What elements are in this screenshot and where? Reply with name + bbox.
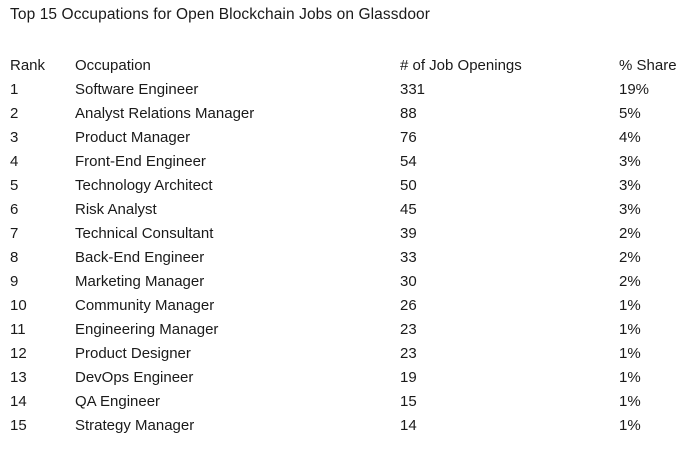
cell-share: 2% xyxy=(619,225,641,242)
cell-share: 1% xyxy=(619,417,641,434)
cell-occupation: Engineering Manager xyxy=(75,321,219,338)
table-row xyxy=(10,224,690,248)
cell-share: 2% xyxy=(619,273,641,290)
header-job-openings: # of Job Openings xyxy=(400,57,522,74)
cell-job-openings: 30 xyxy=(400,273,417,290)
table-row xyxy=(10,248,690,272)
cell-occupation: Risk Analyst xyxy=(75,201,157,218)
table-header-row xyxy=(10,56,690,80)
cell-rank: 14 xyxy=(10,393,27,410)
cell-share: 1% xyxy=(619,345,641,362)
cell-share: 1% xyxy=(619,393,641,410)
table-row xyxy=(10,128,690,152)
occupations-table xyxy=(10,56,690,440)
table-title: Top 15 Occupations for Open Blockchain Jobs on Glassdoor xyxy=(10,6,431,23)
header-occupation: Occupation xyxy=(75,57,151,74)
cell-rank: 3 xyxy=(10,129,19,146)
cell-job-openings: 26 xyxy=(400,297,417,314)
cell-occupation: DevOps Engineer xyxy=(75,369,194,386)
cell-job-openings: 54 xyxy=(400,153,417,170)
cell-rank: 10 xyxy=(10,297,27,314)
table-row xyxy=(10,368,690,392)
cell-occupation: Technology Architect xyxy=(75,177,213,194)
cell-share: 19% xyxy=(619,81,650,98)
cell-rank: 5 xyxy=(10,177,19,194)
cell-job-openings: 331 xyxy=(400,81,426,98)
cell-rank: 2 xyxy=(10,105,19,122)
cell-share: 5% xyxy=(619,105,641,122)
cell-rank: 13 xyxy=(10,369,27,386)
cell-occupation: Back-End Engineer xyxy=(75,249,205,266)
cell-occupation: Marketing Manager xyxy=(75,273,205,290)
cell-share: 3% xyxy=(619,201,641,218)
table-row xyxy=(10,272,690,296)
table-row xyxy=(10,320,690,344)
table-row xyxy=(10,416,690,440)
cell-share: 1% xyxy=(619,297,641,314)
header-rank: Rank xyxy=(10,57,46,74)
cell-rank: 8 xyxy=(10,249,19,266)
header-share: % Share xyxy=(619,57,677,74)
table-row xyxy=(10,392,690,416)
cell-share: 3% xyxy=(619,153,641,170)
cell-rank: 9 xyxy=(10,273,19,290)
cell-occupation: Analyst Relations Manager xyxy=(75,105,255,122)
cell-rank: 12 xyxy=(10,345,27,362)
cell-occupation: Technical Consultant xyxy=(75,225,214,242)
cell-occupation: Product Designer xyxy=(75,345,191,362)
cell-job-openings: 45 xyxy=(400,201,417,218)
cell-job-openings: 15 xyxy=(400,393,417,410)
cell-job-openings: 19 xyxy=(400,369,417,386)
cell-occupation: Community Manager xyxy=(75,297,215,314)
table-row xyxy=(10,296,690,320)
cell-job-openings: 33 xyxy=(400,249,417,266)
table-row xyxy=(10,80,690,104)
cell-occupation: Front-End Engineer xyxy=(75,153,206,170)
cell-share: 3% xyxy=(619,177,641,194)
cell-share: 4% xyxy=(619,129,641,146)
cell-job-openings: 88 xyxy=(400,105,417,122)
cell-rank: 4 xyxy=(10,153,19,170)
cell-occupation: Product Manager xyxy=(75,129,191,146)
cell-occupation: QA Engineer xyxy=(75,393,161,410)
table-body xyxy=(10,80,690,440)
table-row xyxy=(10,344,690,368)
cell-job-openings: 76 xyxy=(400,129,417,146)
cell-rank: 15 xyxy=(10,417,27,434)
cell-job-openings: 23 xyxy=(400,321,417,338)
cell-occupation: Strategy Manager xyxy=(75,417,195,434)
cell-occupation: Software Engineer xyxy=(75,81,199,98)
cell-share: 1% xyxy=(619,369,641,386)
cell-rank: 7 xyxy=(10,225,19,242)
cell-job-openings: 14 xyxy=(400,417,417,434)
table-row xyxy=(10,176,690,200)
cell-share: 2% xyxy=(619,249,641,266)
cell-rank: 1 xyxy=(10,81,19,98)
table-row xyxy=(10,104,690,128)
cell-rank: 6 xyxy=(10,201,19,218)
cell-share: 1% xyxy=(619,321,641,338)
table-row xyxy=(10,152,690,176)
cell-job-openings: 39 xyxy=(400,225,417,242)
cell-job-openings: 23 xyxy=(400,345,417,362)
cell-rank: 11 xyxy=(10,321,26,338)
table-row xyxy=(10,200,690,224)
cell-job-openings: 50 xyxy=(400,177,417,194)
